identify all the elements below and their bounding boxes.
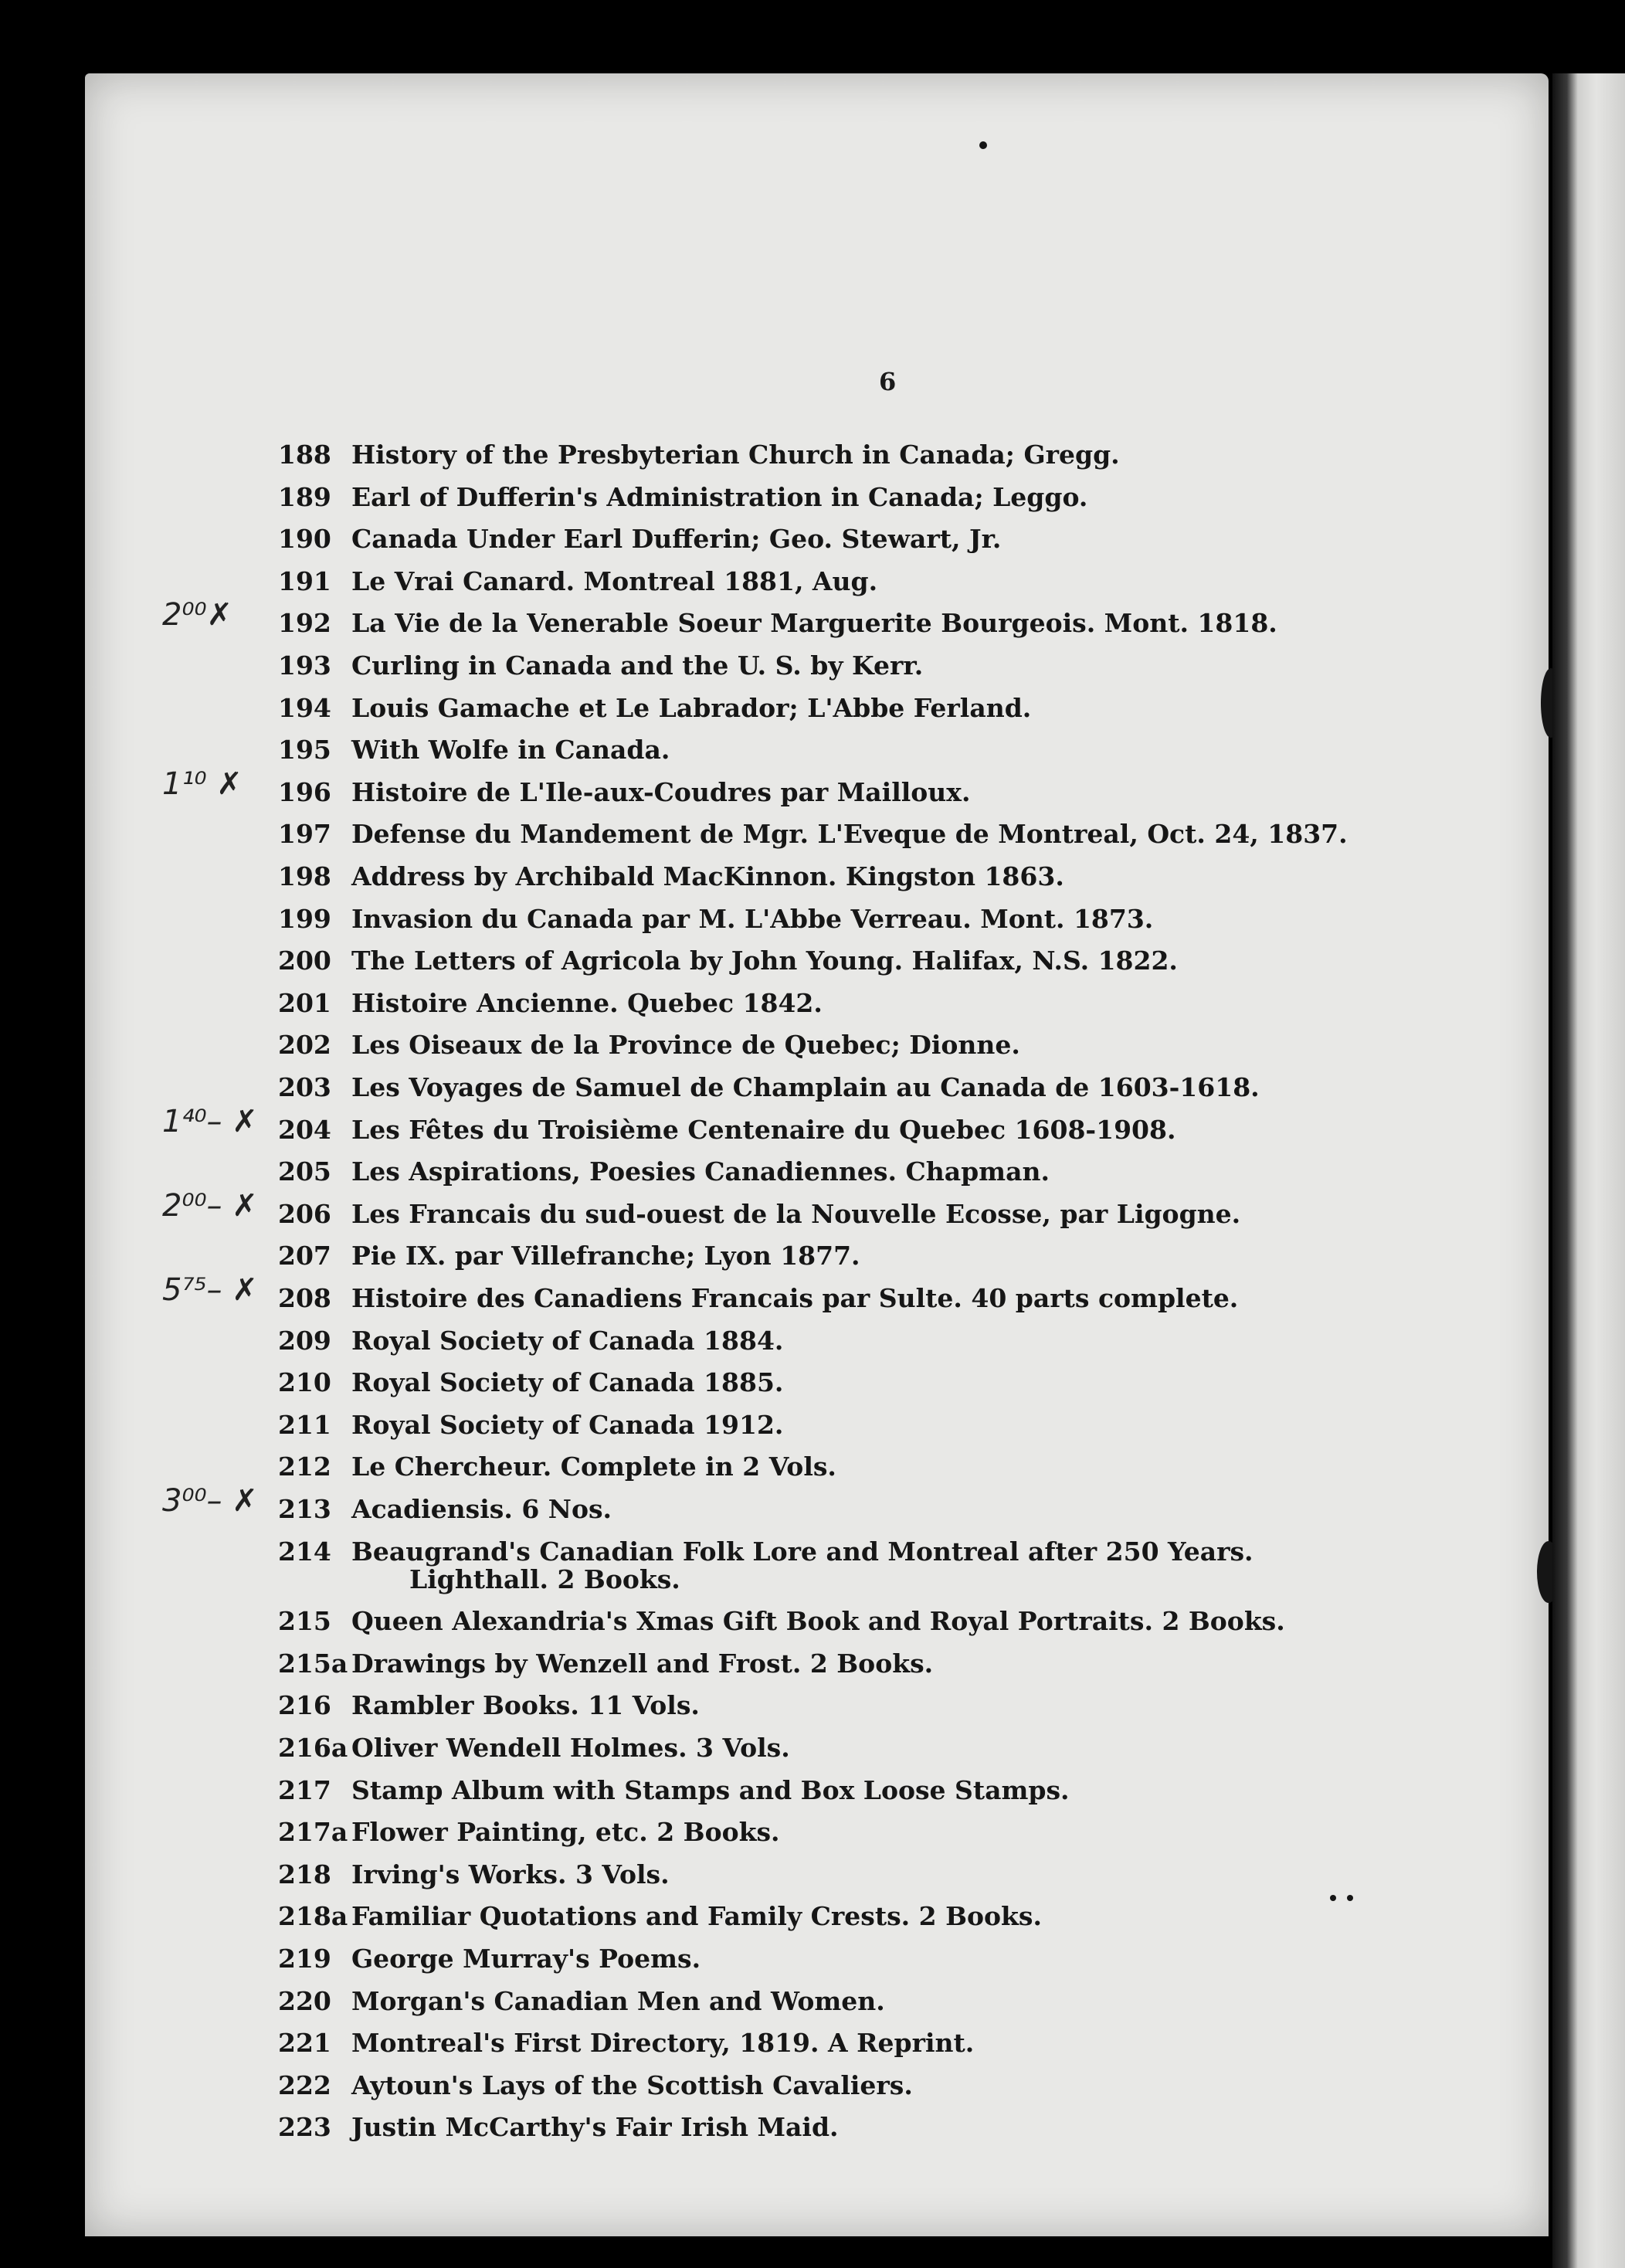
entry-number: 217a [278, 1817, 348, 1848]
entry-number: 213 [278, 1494, 331, 1524]
ink-speck [1347, 1895, 1353, 1901]
entry-number: 215 [278, 1606, 331, 1637]
entry-title: Defense du Mandement de Mgr. L'Eveque de Montreal, Oct. 24, 1837. [351, 819, 1348, 850]
entry-number: 198 [278, 861, 331, 891]
entry-title: Le Chercheur. Complete in 2 Vols. [351, 1451, 836, 1482]
entry-title: Invasion du Canada par M. L'Abbe Verreau. Mont. 1873. [351, 903, 1154, 934]
entry-number: 216a [278, 1733, 348, 1763]
entry-number: 192 [278, 608, 331, 639]
entry-number: 203 [278, 1072, 331, 1102]
entry-title: Royal Society of Canada 1912. [351, 1409, 784, 1440]
entry-title: Aytoun's Lays of the Scottish Cavaliers. [351, 2069, 913, 2100]
entry-number: 206 [278, 1198, 331, 1229]
ink-speck [1330, 1895, 1336, 1901]
entry-title-continuation: Lighthall. 2 Books. [409, 1563, 680, 1594]
entry-number: 199 [278, 903, 331, 934]
entry-title: Stamp Album with Stamps and Box Loose Stamps. [351, 1774, 1070, 1805]
entry-number: 188 [278, 440, 331, 470]
entry-title: La Vie de la Venerable Soeur Marguerite Bourgeois. Mont. 1818. [351, 608, 1277, 639]
entry-number: 222 [278, 2069, 331, 2100]
handwritten-price-note: 2⁰⁰– ✗ [162, 1187, 258, 1224]
entry-number: 212 [278, 1451, 331, 1482]
entry-title: Acadiensis. 6 Nos. [351, 1494, 612, 1524]
entry-number: 200 [278, 946, 331, 976]
entry-number: 217 [278, 1774, 331, 1805]
entry-title: Oliver Wendell Holmes. 3 Vols. [351, 1733, 790, 1763]
entry-number: 201 [278, 987, 331, 1018]
entry-number: 196 [278, 776, 331, 807]
handwritten-price-note: 1¹⁰ ✗ [162, 766, 243, 802]
entry-number: 218 [278, 1859, 331, 1889]
entry-number: 219 [278, 1944, 331, 1974]
entry-number: 190 [278, 524, 331, 555]
entry-title: History of the Presbyterian Church in Canada; Gregg. [351, 440, 1120, 470]
entry-number: 189 [278, 481, 331, 512]
entry-number: 215a [278, 1648, 348, 1679]
entry-title: Les Fêtes du Troisième Centenaire du Quebec 1608-1908. [351, 1114, 1176, 1145]
entry-title: Les Francais du sud-ouest de la Nouvelle Ecosse, par Ligogne. [351, 1198, 1241, 1229]
entry-number: 204 [278, 1114, 331, 1145]
entry-number: 193 [278, 650, 331, 681]
handwritten-price-note: 3⁰⁰– ✗ [162, 1483, 258, 1519]
entry-title: Royal Society of Canada 1885. [351, 1367, 784, 1398]
entry-number: 197 [278, 819, 331, 850]
entry-title: Les Oiseaux de la Province de Quebec; Dionne. [351, 1030, 1020, 1061]
entry-number: 218a [278, 1901, 348, 1932]
ink-speck [979, 141, 987, 149]
entry-title: With Wolfe in Canada. [351, 735, 670, 766]
entry-title: Les Aspirations, Poesies Canadiennes. Chapman. [351, 1156, 1050, 1187]
entry-title: The Letters of Agricola by John Young. Halifax, N.S. 1822. [351, 946, 1178, 976]
entry-number: 205 [278, 1156, 331, 1187]
entry-title: Pie IX. par Villefranche; Lyon 1877. [351, 1241, 860, 1272]
entry-title: Irving's Works. 3 Vols. [351, 1859, 670, 1889]
entry-title: Histoire Ancienne. Quebec 1842. [351, 987, 823, 1018]
entry-title: Address by Archibald MacKinnon. Kingston 1863. [351, 861, 1064, 891]
entry-title: Morgan's Canadian Men and Women. [351, 1985, 885, 2016]
entry-title: Justin McCarthy's Fair Irish Maid. [351, 2112, 839, 2143]
entry-number: 195 [278, 735, 331, 766]
entry-title: Royal Society of Canada 1884. [351, 1325, 784, 1356]
handwritten-price-note: 1⁴⁰– ✗ [162, 1103, 258, 1139]
entry-title: Earl of Dufferin's Administration in Canada; Leggo. [351, 481, 1088, 512]
entry-title: George Murray's Poems. [351, 1944, 701, 1974]
entry-number: 207 [278, 1241, 331, 1272]
entry-number: 220 [278, 1985, 331, 2016]
entry-number: 209 [278, 1325, 331, 1356]
handwritten-price-note: 5⁷⁵– ✗ [162, 1272, 258, 1308]
entry-title: Histoire des Canadiens Francais par Sulte. 40 parts complete. [351, 1283, 1239, 1313]
entry-number: 211 [278, 1409, 331, 1440]
entry-title: Montreal's First Directory, 1819. A Reprint. [351, 2028, 975, 2059]
entry-title: Familiar Quotations and Family Crests. 2 Books. [351, 1901, 1042, 1932]
entry-number: 191 [278, 565, 331, 596]
page-number: 6 [879, 367, 897, 396]
entry-number: 194 [278, 692, 331, 723]
entry-title: Curling in Canada and the U. S. by Kerr. [351, 650, 924, 681]
entry-number: 216 [278, 1690, 331, 1721]
entry-title: Drawings by Wenzell and Frost. 2 Books. [351, 1648, 934, 1679]
entry-title: Canada Under Earl Dufferin; Geo. Stewart, Jr. [351, 524, 1002, 555]
entry-number: 210 [278, 1367, 331, 1398]
entry-title: Le Vrai Canard. Montreal 1881, Aug. [351, 565, 878, 596]
handwritten-price-note: 2⁰⁰✗ [162, 597, 233, 633]
entry-title: Queen Alexandria's Xmas Gift Book and Royal Portraits. 2 Books. [351, 1606, 1285, 1637]
entry-title: Louis Gamache et Le Labrador; L'Abbe Ferland. [351, 692, 1032, 723]
entry-title: Les Voyages de Samuel de Champlain au Canada de 1603-1618. [351, 1072, 1260, 1102]
page-spine [1552, 73, 1625, 2268]
entry-number: 221 [278, 2028, 331, 2059]
entry-title: Beaugrand's Canadian Folk Lore and Montreal after 250 Years. [351, 1536, 1254, 1567]
entry-number: 202 [278, 1030, 331, 1061]
entry-title: Rambler Books. 11 Vols. [351, 1690, 700, 1721]
entry-title: Histoire de L'Ile-aux-Coudres par Mailloux. [351, 776, 971, 807]
entry-number: 214 [278, 1536, 331, 1567]
entry-number: 223 [278, 2112, 331, 2143]
entry-number: 208 [278, 1283, 331, 1313]
catalog-page [85, 73, 1549, 2236]
entry-title: Flower Painting, etc. 2 Books. [351, 1817, 780, 1848]
